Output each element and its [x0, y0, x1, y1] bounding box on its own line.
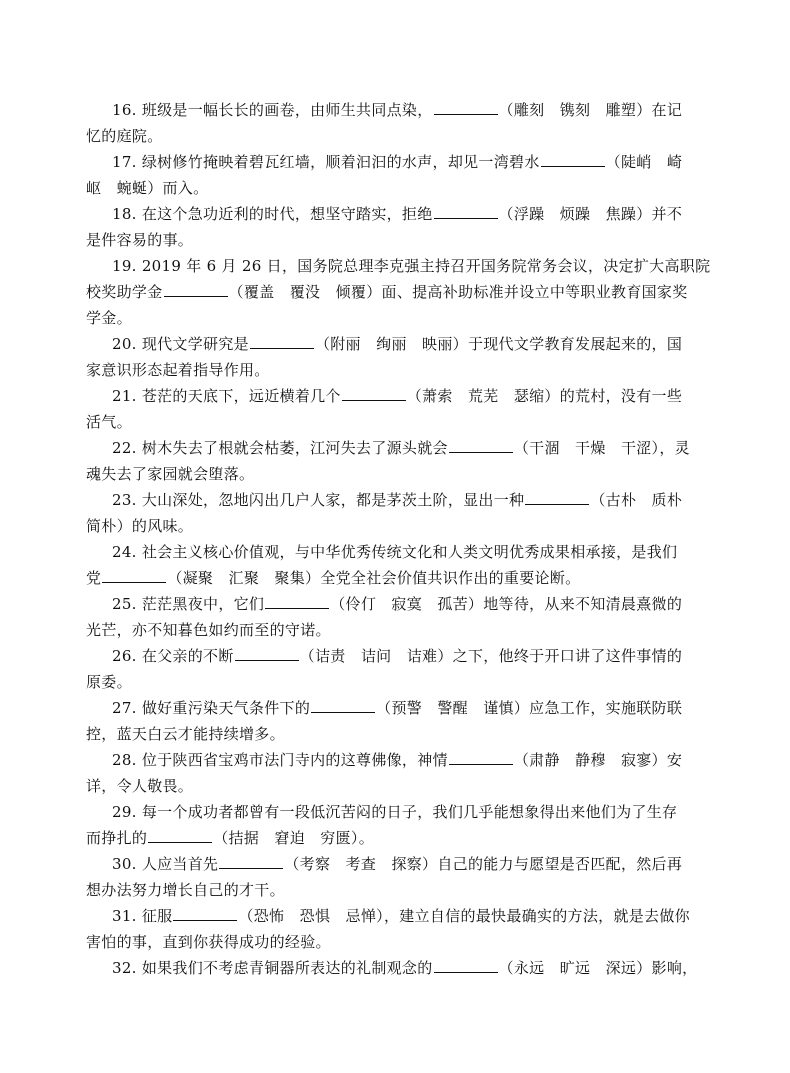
question-text: 每一个成功者都曾有一段低沉苦闷的日子，我们几乎能想象得出来他们为了生存	[141, 803, 678, 821]
question-text: 党	[86, 569, 102, 587]
question-text: 位于陕西省宝鸡市法门寺内的这尊佛像，神情	[141, 751, 448, 769]
question-text: （永远 旷远 深远）影响，	[498, 959, 698, 977]
question-number: 32.	[112, 959, 142, 977]
question-continuation	[86, 828, 374, 848]
question-line-30	[112, 854, 682, 874]
answer-blank[interactable]	[311, 698, 375, 713]
question-text: 在父亲的不断	[141, 647, 234, 665]
question-continuation	[86, 620, 331, 640]
question-line-26	[112, 646, 682, 666]
question-text: （覆盖 覆没 倾覆）面、提高补助标准并设立中等职业教育国家奖	[228, 283, 688, 301]
answer-blank[interactable]	[219, 854, 283, 869]
question-text: 简朴）的风味。	[86, 517, 194, 535]
question-number: 20.	[112, 335, 142, 353]
question-continuation	[86, 412, 132, 432]
question-line-18	[112, 204, 682, 224]
question-text: （干涸 干燥 干涩），灵	[513, 439, 690, 457]
question-text: 如果我们不考虑青铜器所表达的礼制观念的	[141, 959, 433, 977]
question-number: 19.	[112, 257, 142, 275]
answer-blank[interactable]	[342, 386, 406, 401]
question-continuation	[86, 672, 132, 692]
question-number: 29.	[112, 803, 142, 821]
question-continuation	[86, 464, 254, 484]
question-text: （诘责 诘问 诘难）之下，他终于开口讲了这件事情的	[299, 647, 683, 665]
question-text: 社会主义核心价值观，与中华优秀传统文化和人类文明优秀成果相承接，是我们	[141, 543, 678, 561]
question-text: 控，蓝天白云才能持续增多。	[86, 725, 285, 743]
question-number: 16.	[112, 101, 142, 119]
question-text: 魂失去了家园就会堕落。	[86, 465, 255, 483]
answer-blank[interactable]	[449, 750, 513, 765]
question-continuation	[86, 568, 580, 588]
answer-blank[interactable]	[164, 282, 228, 297]
question-continuation	[86, 516, 193, 536]
question-number: 25.	[112, 595, 142, 613]
question-text: （凝聚 汇聚 聚集）全党全社会价值共识作出的重要论断。	[167, 569, 581, 587]
question-line-25	[112, 594, 682, 614]
question-text: 大山深处，忽地闪出几户人家，都是茅茨土阶，显出一种	[141, 491, 525, 509]
question-line-29	[112, 802, 677, 822]
answer-blank[interactable]	[434, 958, 498, 973]
question-text: 2019 年 6 月 26 日，国务院总理李克强主持召开国务院常务会议，决定扩大高职院	[141, 257, 711, 275]
question-line-31	[112, 906, 690, 926]
question-line-28	[112, 750, 682, 770]
question-text: （附丽 绚丽 映丽）于现代文学教育发展起来的，国	[314, 335, 683, 353]
answer-blank[interactable]	[173, 906, 237, 921]
answer-blank[interactable]	[148, 828, 212, 843]
question-continuation	[86, 724, 285, 744]
question-text: 光芒，亦不知暮色如约而至的守诺。	[86, 621, 331, 639]
question-text: 是件容易的事。	[86, 231, 194, 249]
question-text: 详，令人敬畏。	[86, 777, 194, 795]
answer-blank[interactable]	[434, 204, 498, 219]
question-line-24	[112, 542, 677, 562]
question-number: 22.	[112, 439, 142, 457]
answer-blank[interactable]	[449, 438, 513, 453]
question-text: 想办法努力增长自己的才干。	[86, 881, 285, 899]
answer-blank[interactable]	[525, 490, 589, 505]
question-text: 绿树修竹掩映着碧瓦红墙，顺着汩汩的水声，却见一湾碧水	[141, 153, 540, 171]
question-text: 茫茫黑夜中，它们	[141, 595, 265, 613]
question-number: 27.	[112, 699, 142, 717]
answer-blank[interactable]	[434, 100, 498, 115]
question-text: 家意识形态起着指导作用。	[86, 361, 270, 379]
question-continuation	[86, 178, 208, 198]
question-text: （雕刻 镌刻 雕塑）在记	[498, 101, 683, 119]
question-continuation	[86, 880, 285, 900]
question-text: （古朴 质朴	[590, 491, 683, 509]
question-line-32	[112, 958, 697, 978]
question-text: 征服	[141, 907, 173, 925]
question-text: 树木失去了根就会枯萎，江河失去了源头就会	[141, 439, 448, 457]
question-continuation	[86, 282, 688, 302]
question-text: 忆的庭院。	[86, 127, 163, 145]
question-continuation	[86, 126, 163, 146]
question-text: 苍茫的天底下，远近横着几个	[141, 387, 341, 405]
question-line-20	[112, 334, 682, 354]
question-continuation	[86, 932, 331, 952]
question-line-16	[112, 100, 682, 120]
question-number: 31.	[112, 907, 142, 925]
question-number: 17.	[112, 153, 142, 171]
question-text: 岖 蜿蜒）而入。	[86, 179, 209, 197]
question-number: 26.	[112, 647, 142, 665]
question-continuation	[86, 230, 193, 250]
answer-blank[interactable]	[541, 152, 605, 167]
question-continuation	[86, 776, 193, 796]
question-text: 而挣扎的	[86, 829, 148, 847]
question-number: 23.	[112, 491, 142, 509]
answer-blank[interactable]	[235, 646, 299, 661]
question-line-19	[112, 256, 710, 276]
question-number: 24.	[112, 543, 142, 561]
question-continuation	[86, 308, 132, 328]
question-text: 活气。	[86, 413, 132, 431]
question-text: 原委。	[86, 673, 132, 691]
question-number: 30.	[112, 855, 142, 873]
question-text: 现代文学研究是	[141, 335, 249, 353]
question-text: （肃静 静穆 寂寥）安	[513, 751, 683, 769]
question-text: 害怕的事，直到你获得成功的经验。	[86, 933, 331, 951]
question-line-27	[112, 698, 682, 718]
question-line-21	[112, 386, 682, 406]
question-text: （萧索 荒芜 瑟缩）的荒村，没有一些	[406, 387, 683, 405]
question-text: 校奖助学金	[86, 283, 163, 301]
question-text: （陡峭 崎	[605, 153, 683, 171]
question-text: 在这个急功近利的时代，想坚守踏实，拒绝	[141, 205, 433, 223]
question-line-23	[112, 490, 682, 510]
question-text: 做好重污染天气条件下的	[141, 699, 311, 717]
question-number: 28.	[112, 751, 142, 769]
question-text: （考察 考查 探察）自己的能力与愿望是否匹配，然后再	[284, 855, 683, 873]
question-number: 21.	[112, 387, 142, 405]
answer-blank[interactable]	[250, 334, 314, 349]
question-line-17	[112, 152, 682, 172]
question-continuation	[86, 360, 270, 380]
question-text: 学金。	[86, 309, 132, 327]
question-text: （恐怖 恐惧 忌惮），建立自信的最快最确实的方法，就是去做你	[238, 907, 690, 925]
question-text: 人应当首先	[141, 855, 219, 873]
question-number: 18.	[112, 205, 142, 223]
question-text: 班级是一幅长长的画卷，由师生共同点染，	[141, 101, 433, 119]
question-text: （浮躁 烦躁 焦躁）并不	[498, 205, 683, 223]
question-text: （预警 警醒 谨慎）应急工作，实施联防联	[376, 699, 683, 717]
question-text: （伶仃 寂寞 孤苦）地等待，从来不知清晨熹微的	[330, 595, 683, 613]
answer-blank[interactable]	[265, 594, 329, 609]
answer-blank[interactable]	[102, 568, 166, 583]
question-line-22	[112, 438, 690, 458]
question-text: （拮据 窘迫 穷匮）。	[213, 829, 375, 847]
